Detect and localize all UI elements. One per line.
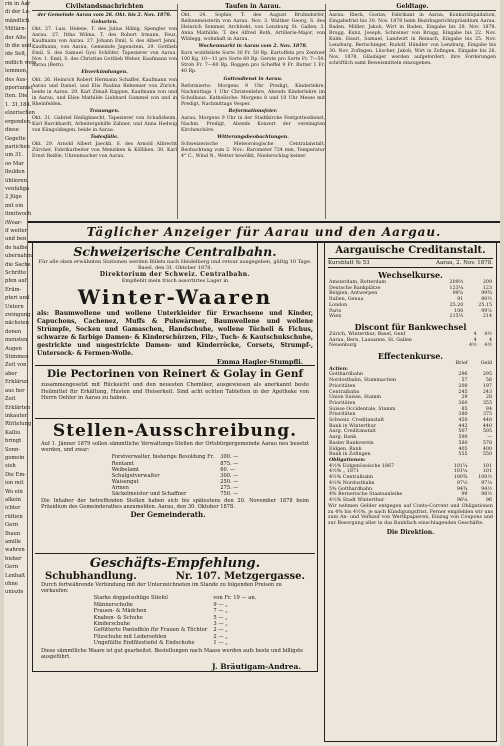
share-row-cell: Basler Bankverein	[329, 440, 374, 446]
discount-row-cell: Zürich, Winterthur, Basel, Genf	[329, 331, 406, 337]
exchange-row-cell: Paris	[329, 308, 342, 314]
left-fragment-line: pportunist	[5, 85, 33, 92]
baptisms-text: Okt. 24. Sophie, T. des August Bruhndorfer, Reihenmeisterin von Aarau. Nov. 3. Walther Georg, S. des Heinrich Sommer, Architekt, von Lenzburg St. Gallen. 3. Anna Mathilde, T. des Alfred Roth, Artillerie-Major, von Wildegg, wohnhaft in Aarau.	[181, 13, 325, 43]
col-brief: Brief	[455, 361, 468, 367]
discount-row-cell: 4	[473, 337, 477, 343]
marriages-text: Okt. 31. Gabriel Heiligknecht, Tapezierer von Schafisheim, Karl Burckhardt, Arbeitergehilfe Zahner, und Anna Hedwig von Küngoldingen, beide in Aarau.	[32, 115, 177, 133]
position-row-cell: Forstverwalter, bisherige Besoldung Fr.	[111, 454, 215, 461]
left-fragment-line: bringt	[5, 438, 22, 445]
exchange-table	[328, 280, 493, 320]
price-row-cell: Filzschuhe mit Ledersohlen	[93, 633, 167, 640]
price-row-cell: 2 — „	[213, 633, 228, 640]
winter-ad-signature: Emma Hagler-Stumpfli.	[216, 358, 303, 366]
left-fragment-line: iWoar-	[5, 219, 23, 226]
discount-row-cell: 4	[488, 337, 492, 343]
share-row-cell: Nordostbahn, Stammactien	[329, 378, 396, 384]
job-notice-footer: Die Inhaber der betreffenden Stellen haben sich bis spätestens den 20. November 1878 beim Präsidium des Gemeinderathes anzumelden. Aarau, den 30. Oktober 1878.	[41, 498, 309, 511]
job-notice-title: Stellen-Ausschreibung.	[52, 421, 298, 441]
discount-row-cell: 4½	[484, 343, 492, 349]
left-fragment-line: Gern	[5, 522, 19, 529]
exchange-row	[328, 314, 493, 320]
bond-row-cell: 94¾	[456, 486, 468, 492]
left-fragment-line: ichter	[5, 505, 21, 512]
position-row-cell: Waisengut	[111, 478, 139, 485]
share-row-cell: Centralbahn	[329, 389, 360, 395]
price-row-cell: Knaben- & Schuhe	[93, 614, 143, 621]
price-row-cell: 2 — „	[213, 627, 228, 634]
marriages-heading: Trauungen.	[89, 108, 120, 114]
bond-row-cell: 96	[485, 497, 492, 503]
share-row-cell: 200	[458, 383, 468, 389]
left-fragment-line: 1. 31,184.	[5, 101, 32, 108]
bond-row-cell: 4½% Centralbahn	[329, 475, 374, 481]
left-fragment-line: oo Mar	[5, 160, 24, 167]
exchange-heading: Wechselkurse.	[378, 270, 443, 280]
share-row-cell: Prioritäten	[329, 400, 356, 406]
share-row-cell: Eidgen. Bank	[329, 446, 362, 452]
kursblatt-label: Kursblatt № 53	[328, 260, 370, 266]
exchange-row-cell: Italien, Genua	[329, 297, 364, 303]
bond-row-cell: 4½% Nordostbahn	[329, 480, 375, 486]
discount-row-cell: 4	[473, 331, 477, 337]
share-row-cell: 448	[482, 418, 492, 424]
positions-table	[109, 454, 242, 497]
bulletin-date: Aarau, 2. Nov. 1878.	[435, 260, 493, 266]
left-fragment-line: Erklärun	[5, 379, 29, 386]
left-fragment-line: Stimmen	[5, 354, 29, 361]
share-row-cell: 29	[461, 395, 468, 401]
exchange-row-cell: Belgien, Antwerpen	[329, 291, 378, 297]
share-row-cell: 440	[482, 423, 492, 429]
proclamations-heading: Ehverkündungen.	[81, 70, 128, 76]
discount-table	[328, 332, 493, 349]
left-fragment-line: Die Em-	[5, 471, 26, 478]
exchange-row-cell: Deutsche Bankplätze	[329, 285, 381, 291]
discount-row-cell: Aarau, Bern, Lausanne, St. Gallen	[329, 337, 412, 343]
civil-registry-subtitle: der Gemeinde Aarau vom 26. Okt. bis 2. Nov. 1878.	[37, 13, 172, 19]
left-fragment-line: Sonn-	[5, 446, 21, 453]
job-notice	[35, 421, 315, 549]
left-fragment-line: venfaliga	[5, 185, 30, 192]
left-fragment-line: zwingung	[5, 312, 31, 319]
advertisement-block	[32, 242, 318, 672]
left-fragment-line: um 31.	[5, 152, 24, 159]
share-row-cell: 405	[458, 446, 468, 452]
left-fragment-line: nächsten	[5, 320, 29, 327]
left-fragment-line: aus her	[5, 387, 25, 394]
left-fragment-line: pteri und	[5, 295, 30, 302]
price-row-cell: 9 — „	[213, 601, 228, 608]
bond-row-cell: 101	[482, 469, 492, 475]
bond-row-cell: 100½	[478, 475, 492, 481]
share-row-cell: 295	[482, 372, 492, 378]
left-fragment-line: Erklärten	[5, 404, 31, 411]
bond-row-cell: 97½	[456, 480, 468, 486]
bond-row-cell: 4½% „ 1871	[329, 469, 360, 475]
share-row-cell: 28	[485, 395, 492, 401]
left-fragment-line: gemein	[5, 454, 25, 461]
left-fragment-line: elzerischen	[5, 110, 35, 117]
position-row-cell: 875. —	[220, 460, 239, 467]
discount-row	[328, 343, 493, 349]
baptisms-title: Taufen in Aarau.	[181, 4, 325, 11]
share-row-cell: 442	[458, 423, 468, 429]
winter-ad-title: Winter-Waaren	[77, 285, 273, 309]
winter-ad-body: als: Baumwollene und wollene Unterkleider für Erwachsene und Kinder, Capuchons, Cachenez, Muffs & Pulswärmer, Baumwollene und wollene Strümpfe, Socken und Gamaschen, Handschuhe, wollene Tücheli & Fichus, schwarze & farbige Damen- & Kinderschürzen, Filz-, Tuch- & Kautschukschuhe, gestrickte und ungestrickte Damen- und Kinderröcke, Corsets, Strumpf-, Untersock- & Fermen-Wolle.	[37, 310, 313, 357]
pectorine-ad	[35, 365, 315, 419]
bond-row-cell: 96¼	[456, 497, 468, 503]
left-fragment-line: Erüm-	[5, 286, 22, 293]
left-fragment-line: sieh	[5, 463, 16, 470]
left-fragment-line: ergenden,	[5, 118, 32, 125]
left-fragment-line: aber	[5, 370, 17, 377]
share-row-cell: 400	[482, 446, 492, 452]
civil-registry-column	[32, 4, 178, 219]
left-fragment-line: ib die und	[5, 43, 32, 50]
left-fragment-line: mändlich	[5, 17, 30, 24]
share-row-cell: 578	[482, 440, 492, 446]
shoe-price-table	[91, 595, 260, 646]
price-row-cell: 3 — „	[213, 621, 228, 628]
share-row-cell: Bank in Zofingen	[329, 452, 371, 458]
position-row-cell: Rentamt	[111, 460, 134, 467]
share-row-cell: Schweiz. Creditanstalt	[329, 418, 385, 424]
bank-note: Wir nehmen Gelder entgegen auf Conto-Corrent und Obligationen zu 4% bis 4½%, je nach Kündigungsfrist. Ferner empfehlen wir uns zum An- und Verkauf von Werthpapieren, Einzug von Coupons und zur Besorgung aller in das Bankfach einschlagenden Geschäfte.	[328, 503, 493, 527]
left-fragment-line: ubernahm	[5, 253, 32, 260]
job-notice-signature: Der Gemeinderath.	[130, 510, 206, 520]
weather-text: Schweizerische Meteorologische Centralanstalt, Beobachtung vom 2. Nov.: Barometer 724 mm, Temperatur 4° C., Wind N., Wetter bewölkt, Niederschlag keiner.	[181, 141, 325, 160]
left-fragment-line: Untern	[5, 303, 24, 310]
pectorine-body: zusammengesetzt mit Rücksicht und den neuesten Chemiker, ausgewiesen als anerkannt beste Heilmittel für Erkältung, Husten und Heiserkeit. Sind acht echten Tabletten in der Apotheke von Herrn Oehler in Aarau zu haben.	[41, 382, 309, 401]
newspaper-page	[4, 0, 500, 746]
share-row-cell: 56	[485, 378, 492, 384]
position-row-cell: 275. —	[220, 484, 239, 491]
position-row-cell: Weibelamt	[111, 466, 139, 473]
price-row	[91, 640, 260, 646]
exchange-row-cell: 90½	[481, 297, 492, 303]
position-row-cell: 60. —	[220, 466, 236, 473]
share-row-cell: 296	[458, 372, 468, 378]
discount-row-cell: 4½	[468, 343, 477, 349]
left-fragment-line: mensten	[5, 337, 28, 344]
shoe-ad-shopname: Schubhandlung.	[45, 571, 137, 582]
baptisms-column	[181, 4, 326, 219]
exchange-row-cell: 214	[482, 314, 492, 320]
exchange-row-cell: 209½	[449, 280, 464, 285]
bond-row-cell: 97¼	[481, 480, 492, 486]
left-fragment-line: Kalliu	[5, 429, 21, 436]
bond-row-cell: 100¾	[453, 475, 468, 481]
proclamations-text: Okt. 26. Heinrich Robert Hermann Schaffer, Kaufmann von Aarau und Daniel, und Elis Paulina Rebemier von Zürich, beide in Aarau. 29. Karl Zimaß Rappen, Kaufmann von und in Aarau, und Elise Mathilde Liebhard Gummel von und in Rheinfelden.	[32, 77, 177, 107]
discount-row-cell: 4½	[484, 331, 492, 337]
shoe-ad-subheader	[35, 571, 315, 582]
price-row-cell: Frauen- & Mädchen	[93, 608, 147, 615]
railway-ad-title: Schweizerische Centralbahn.	[73, 244, 277, 259]
bond-row-cell: 94½	[481, 486, 492, 492]
left-fragment-line: und ben	[5, 236, 27, 243]
railway-ad-direction: Direktorium der Schweiz. Centralbahn.	[99, 271, 251, 278]
left-fragment-line: die Sache	[5, 261, 31, 268]
bond-row-cell: 98½	[481, 492, 492, 498]
share-row-cell: —	[487, 435, 492, 441]
share-row-cell: 84	[485, 406, 492, 412]
winter-ad-intro: Empfiehlt mein frisch assortirtes Lager in	[121, 278, 229, 284]
position-row-cell: Armen	[111, 484, 129, 491]
shoe-ad-footer: Diese sämmtliche Waare ist gut gearbeitet. Bestellungen nach Maass werden aufs beste und billigste ausgeführt.	[41, 647, 304, 660]
left-fragment-line: donen	[5, 328, 22, 335]
bankruptcy-column	[329, 4, 496, 219]
shares-heading: Actien:	[329, 365, 348, 372]
securities-table	[328, 361, 493, 504]
bankruptcy-title: Geldtage.	[329, 4, 496, 11]
left-fragment-line: rüthen	[5, 513, 23, 520]
left-fragment-line: Zeit	[5, 396, 16, 403]
share-row-cell: 375	[482, 412, 492, 418]
securities-heading: Effectenkurse.	[377, 351, 444, 362]
bankruptcy-text: Aarau. Rieck, Gustav, Fabrikant in Aarau, Konkursliquidation, Eingabefrist bis 30. Nov. 1878 beim Bezirksgerichtspräsidium Aarau. Baden. Müller, Jakob, Wirt in Baden, Eingabe bis 28. Nov. 1878. Brugg. Kunz, Joseph, Schreiner von Brugg, Eingabe bis 22. Nov. Kulm. Hauri, Samuel, Landwirt in Reinach, Eingabe bis 25. Nov. Lenzburg. Bertschinger, Rudolf, Händler von Lenzburg, Eingabe bis 30. Nov. Zofingen. Lüscher, Jakob, Wirt in Zofingen, Eingabe bis 26. Nov. 1878. Gläubiger werden aufgefordert, ihre Forderungen schriftlich samt Beweismitteln einzugeben.	[329, 13, 496, 67]
share-row-cell: Aarg. Creditanstalt	[329, 429, 376, 435]
left-fragment-line: Schritte	[5, 270, 27, 276]
railway-ad-date: Basel, den 31. Oktober 1878.	[137, 265, 213, 271]
shoe-ad-title: Geschäfts-Empfehlung.	[89, 556, 261, 571]
weather-heading: Witterungsbeobachtungen.	[217, 134, 289, 140]
left-fragment-line: de halbe	[5, 244, 28, 251]
share-row-cell: Union Suisse, Stamm	[329, 395, 382, 401]
share-row-cell: 555	[458, 452, 468, 458]
left-fragment-line: mdlich weis	[5, 59, 37, 66]
price-row-cell: Männerschuhe	[93, 601, 133, 608]
left-fragment-line: di der Le-	[5, 9, 31, 16]
births-heading: Geburten.	[91, 20, 118, 26]
bond-row-cell: 101¼	[453, 463, 468, 469]
share-row-cell: 245	[458, 389, 468, 395]
position-row	[109, 491, 242, 497]
share-row-cell: 550	[482, 452, 492, 458]
share-row-cell: 355	[482, 400, 492, 406]
railway-ad-notice: Für alle oben erwähnten Stationen werden Billets nach Heidelberg und retour ausgegeben, gültig 10 Tage.	[38, 259, 312, 265]
share-row-cell: 507	[458, 429, 468, 435]
church-text: Reformierte: Morgens 9 Uhr Predigt, Kinderlehre, Nachmittags 1 Uhr Christenlehre, Abends Kinderlehre im Schulhaus. Katholische: Morgens 8 und 10 Uhr Messe mit Predigt, Nachmittags Vesper.	[181, 83, 325, 107]
discount-row-cell: Neuenburg	[329, 343, 357, 349]
left-fragment-line: amille	[5, 539, 22, 545]
share-row-cell: 450	[458, 418, 468, 424]
left-fragment-line: Gern	[5, 564, 19, 571]
left-fragment-line: alkein	[5, 496, 21, 503]
exchange-row-cell: London	[329, 302, 348, 308]
bank-signature: Die Direktion.	[386, 529, 435, 537]
position-row-cell: Schulgutverwalter	[111, 472, 160, 479]
bonds-heading: Obligationen:	[329, 456, 366, 463]
left-fragment-line: rin in Aar	[5, 1, 31, 7]
price-row-cell: von Fr. 19 — an.	[213, 595, 257, 602]
left-fragment-line: des Aus-	[5, 76, 28, 83]
share-row-cell: Suisse Occidentale, Stamm	[329, 406, 396, 412]
share-row-cell: Prioritäten	[329, 412, 356, 418]
bond-row-cell: 101¼	[453, 469, 468, 475]
left-fragment-line: Augen	[5, 345, 22, 352]
price-row-cell: 1 — „	[213, 640, 228, 647]
exchange-row-cell: 99⅞	[481, 308, 492, 314]
left-fragment-line: lten. Die	[5, 93, 28, 100]
bond-row-cell: 99	[461, 492, 468, 498]
shoe-ad-address: Nr. 107. Metzgergasse.	[175, 571, 305, 582]
price-row-cell: Kinderschuhe	[93, 621, 130, 628]
left-fragment-line: ohne	[5, 581, 18, 588]
share-row-cell: Prioritäten	[329, 383, 356, 389]
share-row-cell: 590	[458, 435, 468, 441]
price-row-cell: Gefütterte Pantoffeln für Frauen & Töchter	[93, 627, 208, 634]
exchange-row-cell: Amsterdam, Rotterdam	[329, 280, 387, 285]
bond-row-cell: 4% Bernerische Staatsanleihe	[329, 492, 403, 498]
reformation-text: Aarau, Morgens 9 Uhr in der Stadtkirche Festgottesdienst, Nachm. Predigt, Abends Konzert der vereinigten Kirchenchöre.	[181, 115, 325, 133]
share-row-cell: 360	[458, 400, 468, 406]
position-row-cell: 300. —	[220, 472, 239, 479]
position-row	[109, 454, 242, 460]
left-fragment-line: ide Selt,	[5, 51, 27, 58]
price-row-cell: 5 — „	[213, 614, 228, 621]
position-row-cell: Säckelmeister und Schaffner	[111, 490, 187, 497]
left-fragment-line: Gegette	[5, 135, 26, 142]
civil-registry-title: Civilstandsnachrichten	[32, 4, 177, 11]
share-row-cell: 57	[461, 378, 468, 384]
exchange-row-cell: 99¾	[481, 291, 492, 297]
share-row-cell: Gotthardbahn	[329, 372, 363, 378]
deaths-heading: Todesfälle.	[90, 134, 119, 140]
left-fragment-line: Ihaun	[5, 530, 21, 537]
births-text: Okt. 27. Luis, Helene, T. des Julius Hähig, Spengler von Aarau. 27. Ittha Wilma, T. des Robert Irmann, Feuz, Kaufmann von Aarau. 27. Johann Emil, S. des Albert Jenni, Kaufmann, von Aarau, Gemeinde Jagenstein. 29. Gottlieb Emil, S. des Samuel Gysi Schlöfer, Tapezierer von Aarau. Nov. 1. Emil, S. des Christian Gottlieb Weber, Kaufmann von Aarau (Bern).	[32, 27, 177, 69]
left-fragment-line: pfen auf	[5, 278, 27, 285]
left-fragment-line: Lenhalt	[5, 572, 26, 579]
position-row-cell: 750. —	[220, 490, 239, 497]
left-fragment-line: Rüttelung	[5, 421, 32, 428]
reformation-heading: Reformationsfeier.	[228, 108, 278, 114]
left-fragment-line: lemmen,	[5, 68, 28, 75]
discount-heading: Discont für Bankwechsel	[354, 321, 467, 332]
share-row-cell: 85	[461, 406, 468, 412]
exchange-row-cell: 100	[454, 308, 464, 314]
masthead: Täglicher Anzeiger für Aarau und den Aargau.	[28, 221, 500, 243]
left-fragment-line: 2 Jüge	[5, 194, 22, 201]
exchange-row-cell: 25.15	[478, 302, 492, 308]
bond-row-cell: 5% Gotthardbahn	[329, 486, 373, 492]
market-heading: Wochenmarkt in Aarau vom 2. Nov. 1878.	[198, 44, 308, 50]
left-fragment-line: ühlieren	[5, 177, 27, 184]
exchange-row-cell: 123	[482, 285, 492, 291]
share-row-cell: 580	[458, 440, 468, 446]
exchange-row-cell: 123¼	[449, 285, 464, 291]
bond-row-cell: 4½% Stadt Winterthur	[329, 497, 385, 503]
exchange-row-cell: 209	[482, 280, 492, 285]
position-row-cell: 300. —	[220, 454, 239, 461]
shoe-ad-signature: J. Bräutigam-Andrea.	[212, 662, 301, 672]
left-fragment-line: Zeit von	[5, 362, 27, 369]
left-fragment-line: der Alte	[5, 34, 27, 41]
left-fragment-line: Miltärn-	[5, 26, 27, 33]
pectorine-title: Die Pectorinen von Reinert & Golay in Genf	[47, 368, 303, 380]
price-row-cell: Ungefüllte Endfilzstiefel & Endschuhe	[93, 640, 195, 647]
left-fragment-line: diese	[5, 127, 19, 134]
exchange-row-cell: Wien	[329, 314, 342, 320]
left-fragment-line: mit ein	[5, 202, 24, 209]
left-fragment-line: Wo ein	[5, 488, 23, 495]
credit-title: Aargauische Creditanstalt.	[328, 245, 493, 259]
col-geld: Geld	[480, 361, 492, 367]
price-row-cell: 7 — „	[213, 608, 228, 615]
share-row-cell: 380	[458, 412, 468, 418]
shoe-ad-body: Durch fortwährende Verbindung mit der Unterzeichneten im Stande zu folgenden Preisen zu verkaufen:	[41, 582, 282, 595]
exchange-row-cell: 91	[457, 297, 464, 303]
credit-bulletin	[324, 242, 497, 742]
exchange-row-cell: 25.20	[449, 302, 464, 308]
left-column-fragment	[4, 0, 37, 746]
market-text: Korn wohlfeilste Sorte 30 Fr. 50 Rp. Kartoffeln pro Zentner 100 Kg. 10—11 pro Sorte 60 Rp. Gerste pro Sorte Fr. 7—50. Stroh Fr. 7—60 Rp. Roggen pro Scheffel 9 Fr. Butter 1 Fr. 40 Rp.	[181, 51, 325, 75]
bond-row-cell: 4½% Eidgenössische 1867	[329, 463, 395, 469]
left-fragment-line: ion mit	[5, 480, 24, 487]
exchange-row-cell: 99⅞	[452, 291, 464, 297]
bond-row-cell: 101	[482, 463, 492, 469]
job-notice-body: Auf 1. Jänner 1879 sollen sämmtliche Verwaltungs-Stellen der Ortsbürgergemeinde Aarau neu besetzt werden, und zwar:	[41, 441, 309, 454]
share-row-cell: Bank in Winterthur	[329, 423, 376, 429]
left-fragment-line: pariichen	[5, 143, 30, 150]
share-row-cell: 505	[482, 429, 492, 435]
position-row-cell: 250. —	[220, 478, 239, 485]
left-fragment-line: itmitwoch	[5, 211, 32, 218]
deaths-text: Okt. 29. Arnold Albert Jaeckli, S. des Arnold Albrecht Zürcher, Fabrikarbeiter von Menziken & Kölliken. 30. Karl Ernst Reißle, Uhrenmacher von Aarau.	[32, 141, 177, 160]
left-fragment-line: lbulden	[5, 169, 25, 176]
shoe-shop-ad	[35, 553, 315, 670]
left-fragment-line: wahren	[5, 547, 25, 554]
share-row-cell: 197	[482, 383, 492, 389]
price-row-cell: Starke doppelsohlige Stiefel	[93, 595, 168, 602]
left-fragment-line: uniszle	[5, 589, 24, 596]
left-fragment-line: if weiter	[5, 227, 28, 234]
exchange-row-cell: 215½	[449, 314, 464, 320]
left-fragment-line: inkauter	[5, 412, 28, 419]
share-row-cell: Aarg. Bank	[329, 435, 357, 441]
church-heading: Gottesdienst in Aarau.	[223, 76, 283, 82]
left-fragment-line: bisher	[5, 555, 22, 562]
share-row-cell: 243	[482, 389, 492, 395]
credit-header-line	[328, 259, 493, 268]
